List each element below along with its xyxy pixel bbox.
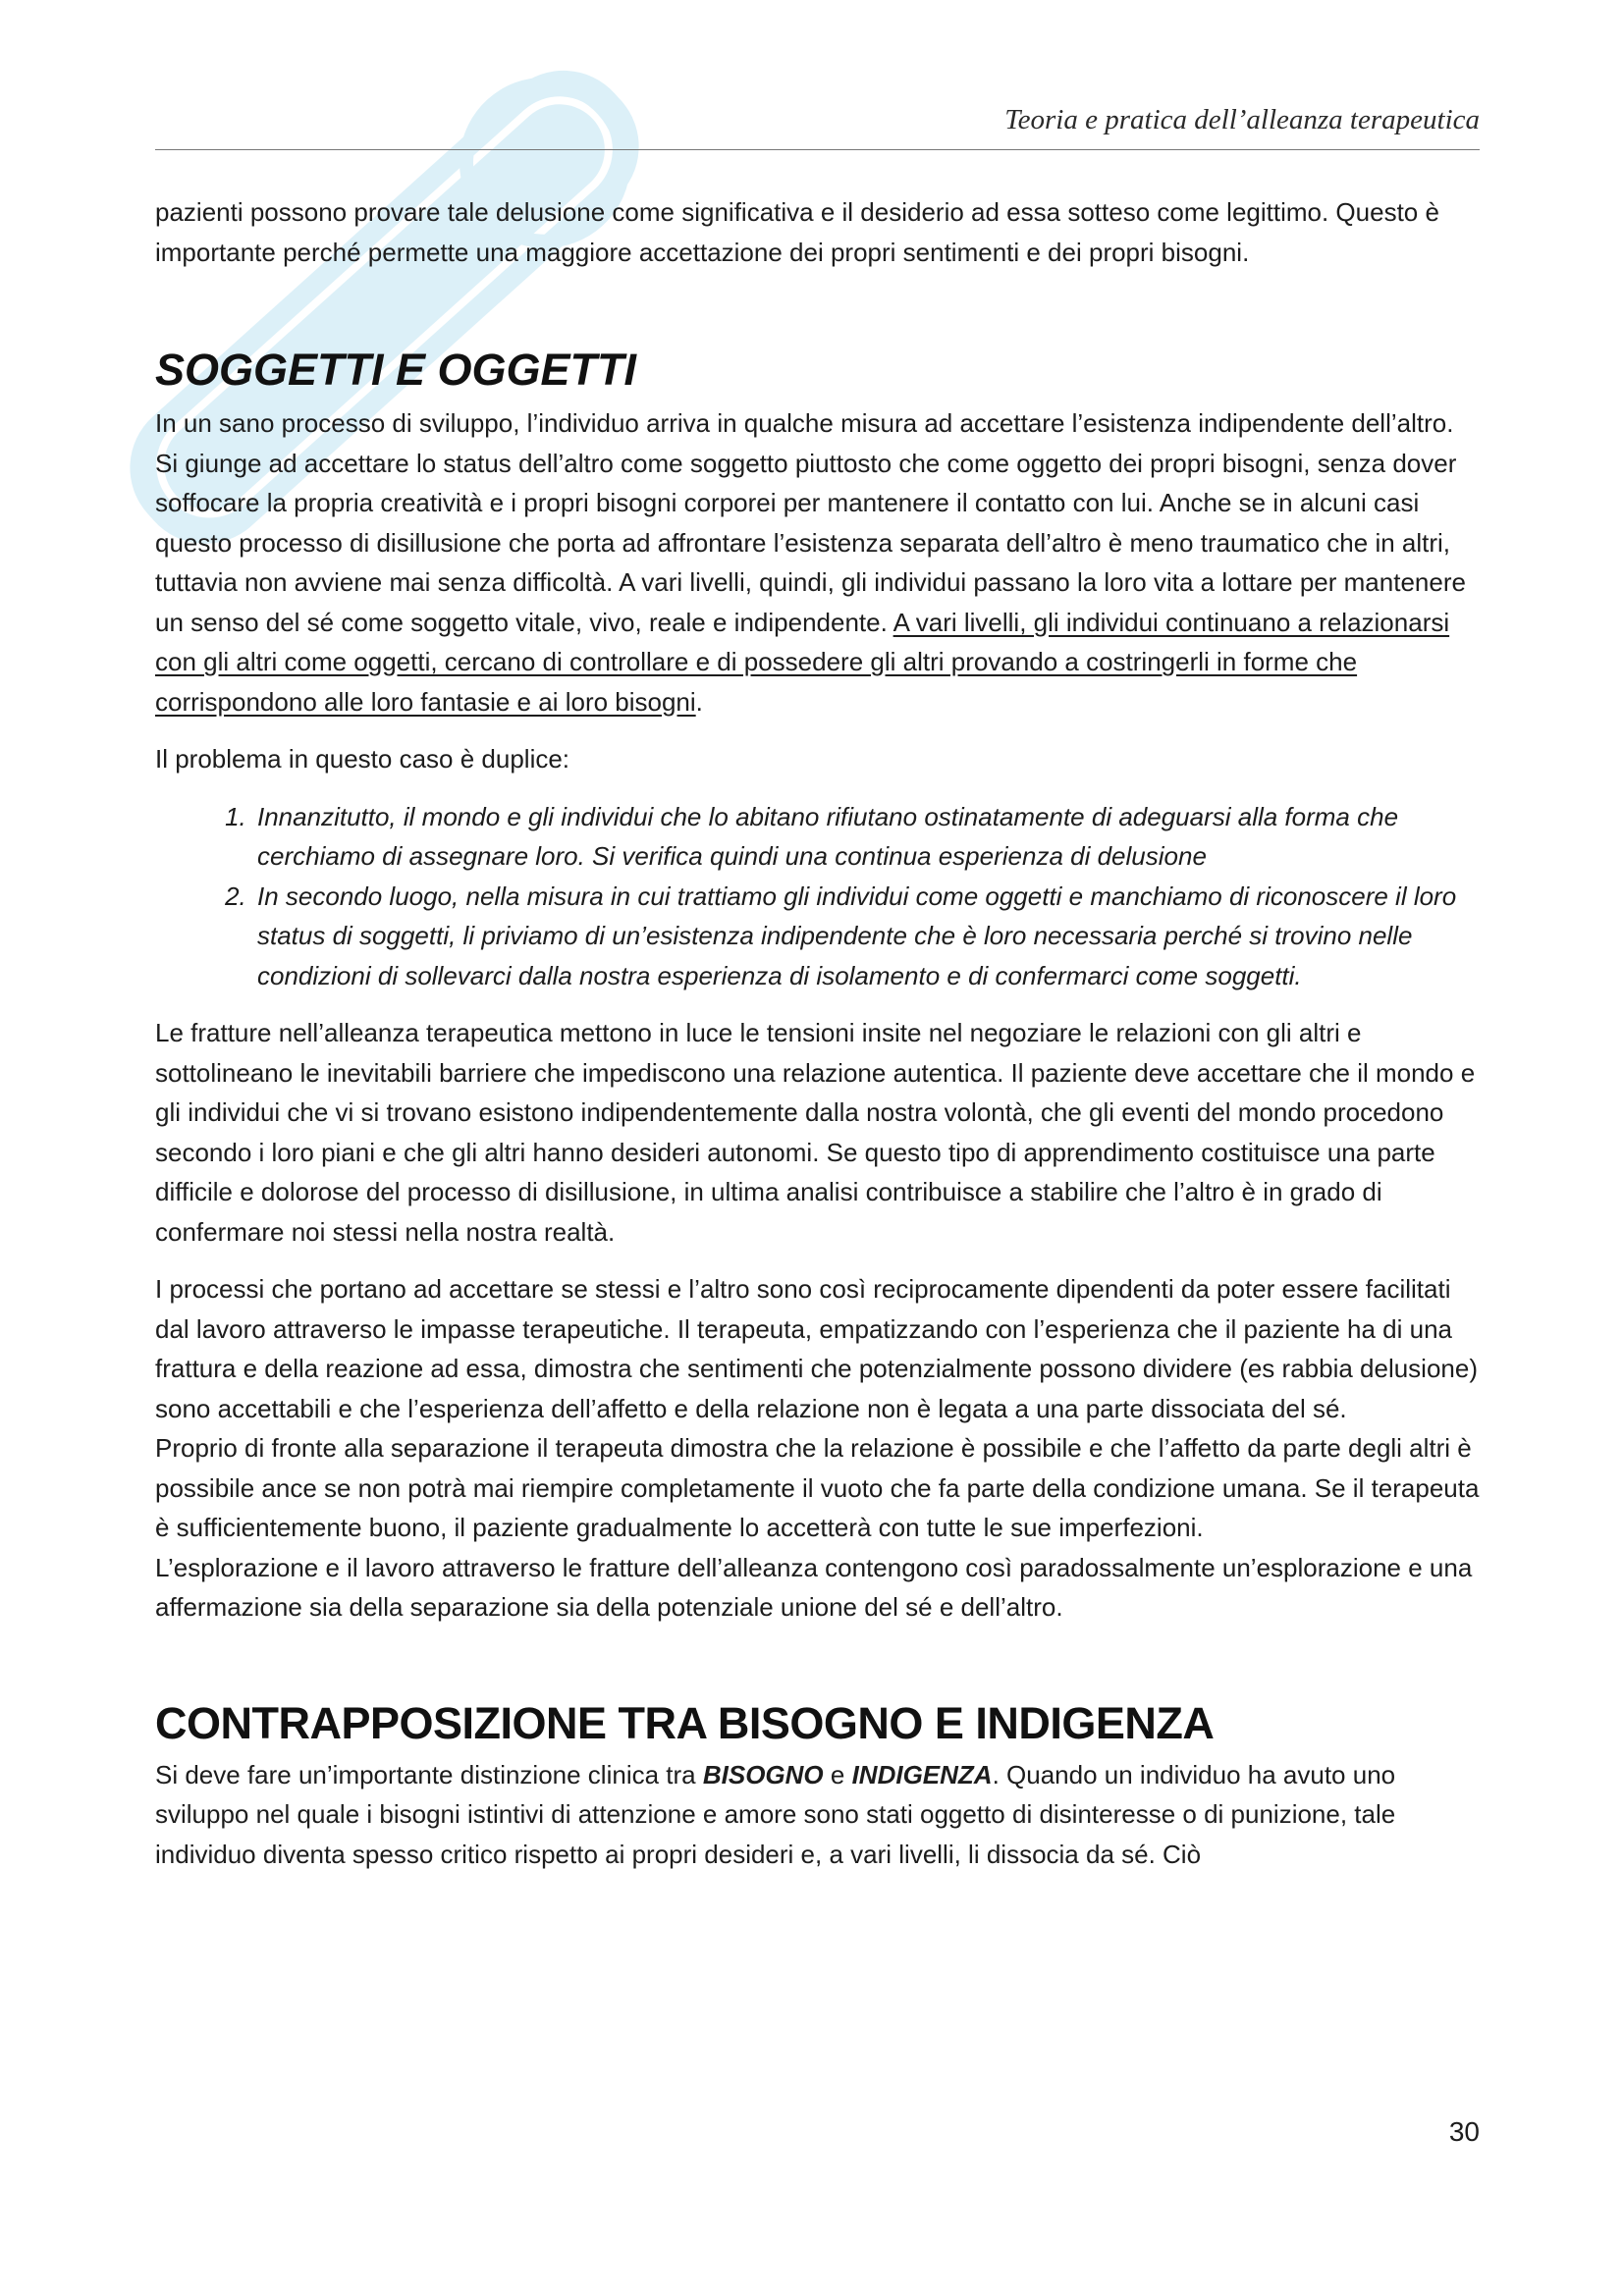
section-heading-contrapposizione: CONTRAPPOSIZIONE TRA BISOGNO E INDIGENZA (155, 1697, 1215, 1748)
running-header-title: Teoria e pratica dell’alleanza terapeutica (1004, 104, 1480, 135)
underlined-passage: A vari livelli, gli individui continuano a relazionarsi con gli altri come oggetti, cercano di controllare e di possedere gli altri provando a costringerli in forme che corrispondono alle loro fantasie e ai loro bisogni (155, 607, 1450, 717)
paragraph-text: Si deve fare un’importante distinzione clinica tra (155, 1759, 703, 1789)
paragraph-soggetti-5: Proprio di fronte alla separazione il terapeuta dimostra che la relazione è possibile e che l’affetto da parte degli altri è possibile ance se non potrà mai riempire completamente il vuoto che fa parte della condizione umana. Se il terapeuta è sufficientemente buono, il paziente gradualmente lo accetterà con tutte le sue imperfezioni. (155, 1433, 1480, 1542)
header-divider (155, 149, 1480, 150)
page-content (155, 192, 1483, 1874)
paragraph-text: . Quando un individuo ha avuto uno sviluppo nel quale i bisogni istintivi di attenzione e amore sono stati oggetto di disinteresse o di punizione, tale individuo diventa spesso critico rispetto ai propri desideri e, a vari livelli, li dissocia da sé. Ciò (155, 1759, 1396, 1869)
paragraph-contrapposizione-1 (155, 1755, 1483, 1875)
section-heading-soggetti: SOGGETTI E OGGETTI (155, 345, 637, 395)
paragraph-soggetti-4: I processi che portano ad accettare se stessi e l’altro sono così reciprocamente dipendenti da poter essere facilitati dal lavoro attraverso le impasse terapeutiche. Il terapeuta, empatizzando con l’esperienza che il paziente ha di una frattura e della reazione ad essa, dimostra che sentimenti che potenzialmente possono dividere (es rabbia delusione) sono accettabili e che l’esperienza dell’affetto e della relazione non è legata a una parte dissociata del sé. (155, 1274, 1478, 1423)
paragraph-soggetti-6: L’esplorazione e il lavoro attraverso le fratture dell’alleanza contengono così paradossalmente un’esplorazione e una affermazione sia della separazione sia della potenziale unione del sé e dell’altro. (155, 1552, 1473, 1622)
paragraph-soggetti-1 (155, 403, 1483, 721)
paragraph-end: . (695, 686, 703, 717)
numbered-list (155, 797, 1483, 996)
paragraph-text: In un sano processo di sviluppo, l’individuo arriva in qualche misura ad accettare l’esistenza indipendente dell’altro. Si giunge ad accettare lo status dell’altro come soggetto piuttosto che come oggetto dei propri bisogni, senza dover soffocare la propria creatività e i propri bisogni corporei per mantenere il contatto con lui. Anche se in alcuni casi questo processo di disillusione che porta ad affrontare l’esistenza separata dell’altro è meno traumatico che in altri, tuttavia non avviene mai senza difficoltà. A vari livelli, quindi, gli individui passano la loro vita a lottare per mantenere un senso del sé come soggetto vitale, vivo, reale e indipendente. (155, 408, 1466, 637)
term-bisogno: BISOGNO (702, 1759, 824, 1789)
paragraph-text: e (823, 1759, 852, 1789)
paragraph-soggetti-2: Il problema in questo caso è duplice: (155, 744, 570, 774)
term-indigenza: INDIGENZA (851, 1759, 993, 1789)
page-number: 30 (1448, 2116, 1480, 2147)
list-item: 2. In secondo luogo, nella misura in cui trattiamo gli individui come oggetti e manchiamo di riconoscere il loro status di soggetti, li priviamo di un’esistenza indipendente che è loro necessaria perché si trovino nelle condizioni di sollevarci dalla nostra esperienza di isolamento e di confermarci come soggetti. (253, 877, 1483, 996)
paragraph-soggetti-3: Le fratture nell’alleanza terapeutica mettono in luce le tensioni insite nel negoziare le relazioni con gli altri e sottolineano le inevitabili barriere che impediscono una relazione autentica. Il paziente deve accettare che il mondo e gli individui che vi si trovano esistono indipendentemente dalla nostra volontà, che gli eventi del mondo procedono secondo i loro piani e che gli altri hanno desideri autonomi. Se questo tipo di apprendimento costituisce una parte difficile e dolorose del processo di disillusione, in ultima analisi contribuisce a stabilire che l’altro è in grado di confermare noi stessi nella nostra realtà. (155, 1018, 1476, 1247)
list-item: 1. Innanzitutto, il mondo e gli individui che lo abitano rifiutano ostinatamente di adeguarsi alla forma che cerchiamo di assegnare loro. Si verifica quindi una continua esperienza di delusione (253, 797, 1483, 877)
intro-paragraph: pazienti possono provare tale delusione come significativa e il desiderio ad essa sotteso come legittimo. Questo è importante perché permette una maggiore accettazione dei propri sentimenti e dei propri bisogni. (155, 197, 1439, 267)
